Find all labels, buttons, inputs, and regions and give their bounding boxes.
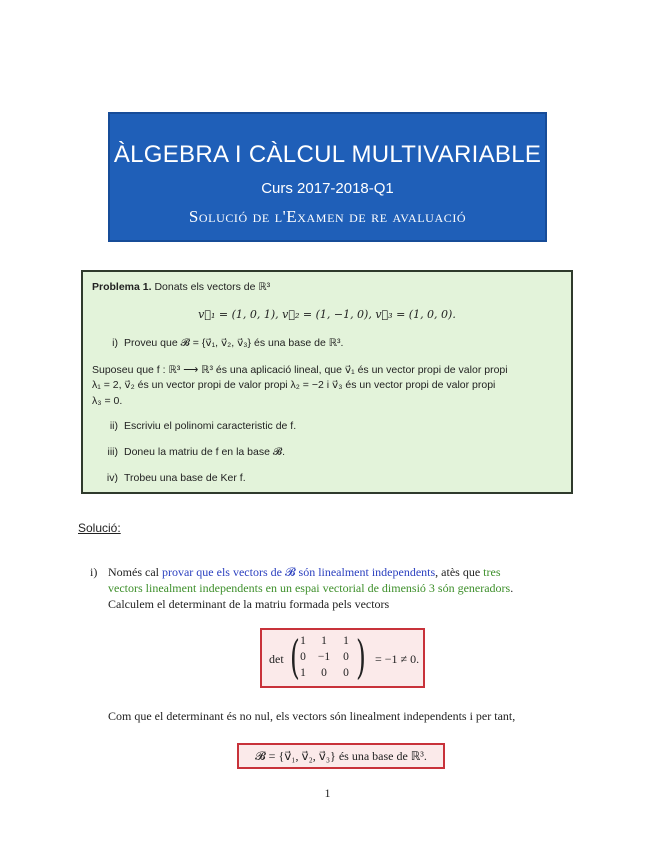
problem-intro-line — [92, 281, 270, 293]
item-i — [92, 337, 343, 350]
highlight-independence: provar que els vectors de 𝓑 són linealment independents — [161, 565, 436, 579]
item-iv-num: iv) — [106, 472, 118, 484]
matrix-cell: 1 — [343, 635, 349, 647]
suppose-line-3: λ₃ = 0. — [92, 395, 123, 407]
matrix-cell: 1 — [300, 635, 306, 647]
matrix-cell: 0 — [300, 651, 306, 663]
solution-line-1c: , atès que — [435, 565, 484, 579]
solution-title: Solució de l'Examen de re avaluació — [188, 207, 467, 226]
solution-label: Solució: — [78, 521, 121, 535]
vectors-equation: v⃗₁ = (1, 0, 1), v⃗₂ = (1, −1, 0), v⃗₃ = (1, 0, 0). — [198, 308, 456, 321]
matrix-cell: 0 — [343, 651, 349, 663]
solution-item-num: i) — [90, 565, 98, 579]
item-iii-text: Doneu la matriu de f en la base 𝓑. — [124, 446, 286, 458]
solution-line-1a: Només cal — [108, 565, 162, 579]
matrix-cell: 1 — [300, 667, 306, 679]
item-ii-text: Escriviu el polinomi caracteristic de f. — [124, 420, 297, 432]
matrix-cell: 0 — [321, 667, 327, 679]
matrix-cell: 1 — [321, 635, 327, 647]
item-iv-text: Trobeu una base de Ker f. — [124, 472, 246, 484]
item-ii-num: ii) — [109, 420, 118, 432]
determinant-box — [260, 628, 425, 688]
item-i-text: Proveu que 𝓑 = {v⃗₁, v⃗₂, v⃗₃} és una base de ℝ³. — [124, 337, 344, 349]
item-iv — [92, 472, 246, 484]
solution-line-2 — [108, 581, 513, 596]
det-operator: det — [269, 652, 284, 666]
solution-line-4: Com que el determinant és no nul, els vectors són linealment independents i per tant, — [108, 709, 516, 723]
page-number: 1 — [324, 786, 331, 800]
highlight-generators-start: tres — [483, 565, 501, 579]
solution-line-3: Calculem el determinant de la matriu formada pels vectors — [108, 597, 390, 611]
problem-intro: Donats els vectors de ℝ³ — [154, 281, 271, 293]
solution-line-1 — [108, 565, 500, 580]
course-label: Curs 2017-2018-Q1 — [261, 180, 394, 197]
item-iii-num: iii) — [107, 446, 118, 458]
matrix-cell: −1 — [317, 651, 331, 663]
right-paren-icon: ) — [356, 630, 366, 684]
item-i-num: i) — [112, 337, 118, 349]
suppose-line-2: λ₁ = 2, v⃗₂ és un vector propi de valor propi λ₂ = −2 i v⃗₃ és un vector propi de valor propi — [92, 379, 496, 391]
problem-box — [81, 270, 573, 494]
matrix-cell: 0 — [343, 667, 349, 679]
item-ii — [92, 420, 296, 432]
title-banner — [108, 112, 547, 242]
problem-label: Problema 1. — [92, 281, 152, 293]
det-result: = −1 ≠ 0. — [375, 652, 420, 666]
left-paren-icon: ( — [290, 630, 300, 684]
document-title: ÀLGEBRA I CÀLCUL MULTIVARIABLE — [113, 141, 542, 168]
highlight-generators: vectors linealment independents en un espai vectorial de dimensió 3 són generadors — [108, 581, 511, 595]
suppose-line-1: Suposeu que f : ℝ³ ⟶ ℝ³ és una aplicació lineal, que v⃗₁ és un vector propi de valor propi — [92, 364, 508, 376]
solution-line-2b: . — [510, 581, 514, 595]
item-iii — [92, 446, 285, 459]
conclusion-box: 𝓑 = {v⃗₁, v⃗₂, v⃗₃} és una base de ℝ³. — [237, 743, 445, 769]
